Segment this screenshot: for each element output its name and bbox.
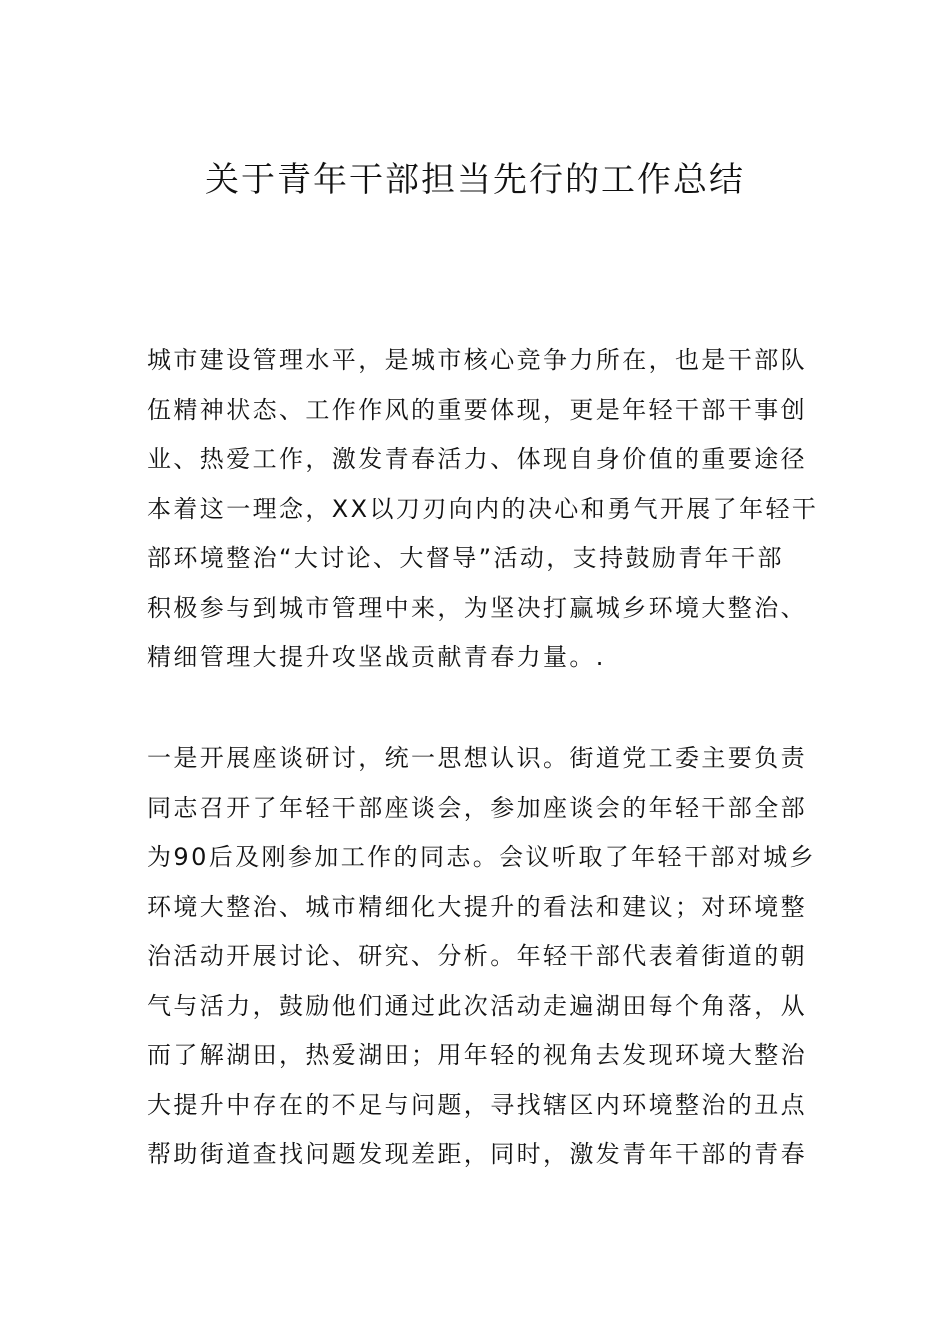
paragraph-line: 为90后及刚参加工作的同志。会议听取了年轻干部对城乡 [147, 843, 816, 871]
paragraph-line: 而了解湖田，热爱湖田；用年轻的视角去发现环境大整治 [147, 1041, 807, 1069]
paragraph-line: 一是开展座谈研讨，统一思想认识。街道党工委主要负责 [147, 744, 807, 772]
paragraph-line: 大提升中存在的不足与问题，寻找辖区内环境整治的丑点 [147, 1090, 807, 1119]
paragraph-line: 气与活力，鼓励他们通过此次活动走遍湖田每个角落，从 [147, 991, 807, 1020]
paragraph-line: 城市建设管理水平，是城市核心竞争力所在，也是干部队 [147, 346, 807, 374]
paragraph-line: 环境大整治、城市精细化大提升的看法和建议；对环境整 [147, 892, 807, 921]
paragraph-line: 本着这一理念，XX以刀刃向内的决心和勇气开展了年轻干 [147, 494, 819, 523]
document-title: 关于青年干部担当先行的工作总结 [205, 160, 745, 200]
paragraph-line: 帮助街道查找问题发现差距，同时，激发青年干部的青春 [147, 1140, 807, 1168]
paragraph-line: 同志召开了年轻干部座谈会，参加座谈会的年轻干部全部 [147, 793, 807, 822]
paragraph-line: 精细管理大提升攻坚战贡献青春力量。. [147, 643, 606, 671]
paragraph-line: 积极参与到城市管理中来，为坚决打赢城乡环境大整治、 [147, 593, 807, 622]
paragraph-line: 部环境整治“大讨论、大督导”活动，支持鼓励青年干部 [147, 544, 784, 572]
paragraph-line: 治活动开展讨论、研究、分析。年轻干部代表着街道的朝 [147, 942, 807, 970]
paragraph-line: 伍精神状态、工作作风的重要体现，更是年轻干部干事创 [147, 395, 807, 424]
paragraph-2 [147, 734, 816, 1180]
paragraph-line: 业、热爱工作，激发青春活力、体现自身价值的重要途径 [147, 445, 807, 473]
paragraph-1 [147, 336, 819, 683]
